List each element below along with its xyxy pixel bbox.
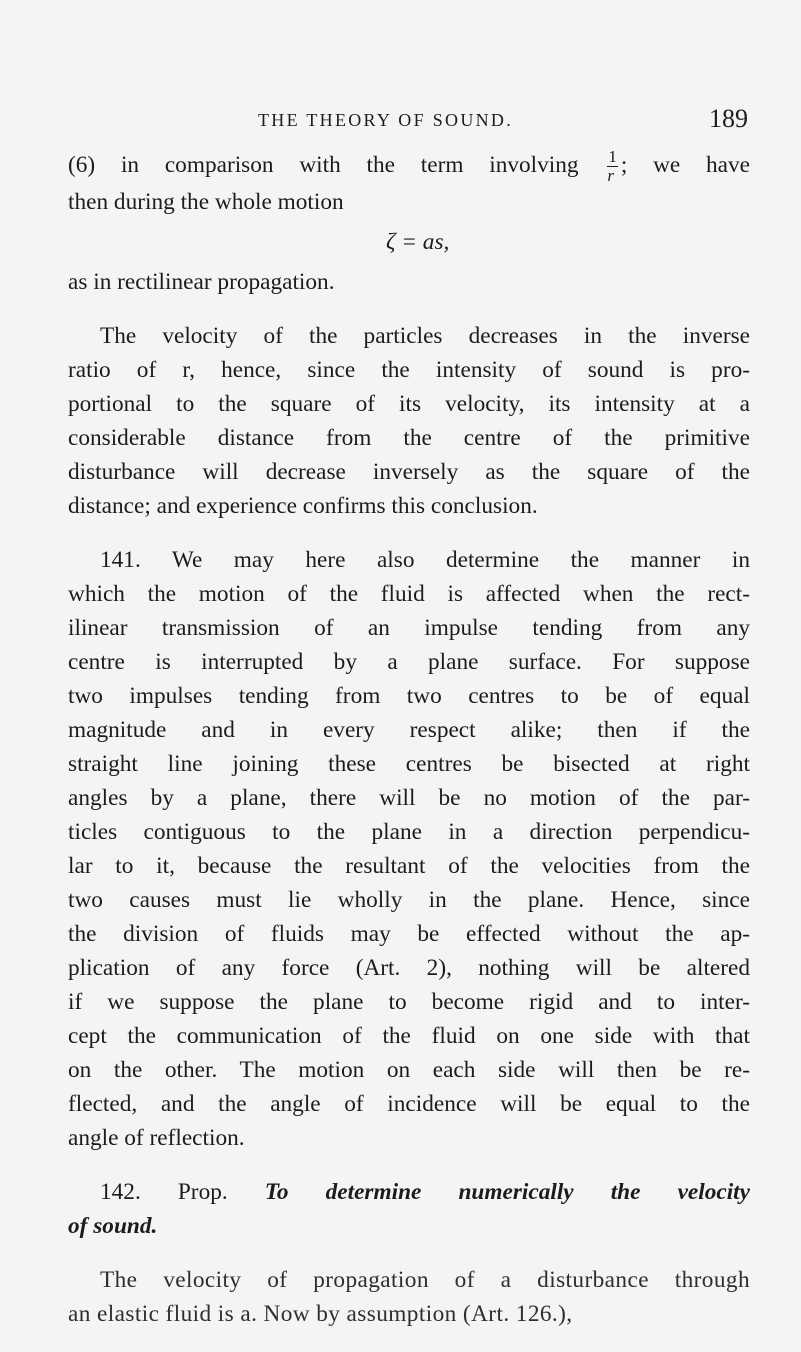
equation: ζ = as,	[386, 229, 450, 256]
fraction-denominator: r	[607, 166, 614, 186]
paragraph-141	[68, 543, 750, 1155]
text-line: ilinear transmission of an impulse tending from any	[68, 615, 750, 642]
proposition-title-continued: of sound.	[68, 1213, 158, 1240]
text-line: angles by a plane, there will be no motion of the par-	[68, 785, 750, 812]
text-line: The velocity of propagation of a disturbance through	[100, 1267, 750, 1294]
text-line: then during the whole motion	[68, 189, 344, 216]
text-line: angle of reflection.	[68, 1125, 245, 1152]
text-line: disturbance will decrease inversely as the square of the	[68, 459, 750, 486]
fraction-numerator: 1	[608, 147, 617, 167]
text-fragment: (6) in comparison with the term involving	[68, 152, 579, 178]
text-line: portional to the square of its velocity, its intensity at a	[68, 391, 750, 418]
text-line: centre is interrupted by a plane surface. For suppose	[68, 649, 750, 676]
text-line: cept the communication of the fluid on one side with that	[68, 1023, 750, 1050]
paragraph-intensity	[68, 319, 750, 523]
text-line: the division of fluids may be effected without the ap-	[68, 921, 750, 948]
text-line: straight line joining these centres be bisected at right	[68, 751, 750, 778]
text-line: an elastic fluid is a. Now by assumption (Art. 126.),	[68, 1301, 573, 1328]
text-line: The velocity of the particles decreases in the inverse	[100, 323, 750, 350]
text-line: if we suppose the plane to become rigid and to inter-	[68, 989, 750, 1016]
paragraph-velocity	[68, 1263, 750, 1331]
text-line: considerable distance from the centre of the primitive	[68, 425, 750, 452]
text-line: magnitude and in every respect alike; then if the	[68, 717, 750, 744]
text-line: which the motion of the fluid is affected when the rect-	[68, 581, 750, 608]
text-line: flected, and the angle of incidence will be equal to the	[68, 1091, 750, 1118]
text-line: 141. We may here also determine the manner in	[100, 547, 750, 574]
text-line: ratio of r, hence, since the intensity of sound is pro-	[68, 357, 750, 384]
text-line: lar to it, because the resultant of the velocities from the	[68, 853, 750, 880]
text-fragment: ; we have	[620, 152, 751, 178]
text-line: two impulses tending from two centres to be of equal	[68, 683, 750, 710]
paragraph-142-heading	[68, 1175, 750, 1243]
fraction-one-over-r	[607, 148, 618, 185]
page-body	[68, 148, 750, 1331]
running-title: THE THEORY OF SOUND.	[258, 110, 514, 130]
text-line: ticles contiguous to the plane in a direction perpendicu-	[68, 819, 750, 846]
page-number: 189	[709, 104, 748, 133]
text-line: two causes must lie wholly in the plane. Hence, since	[68, 887, 750, 914]
text-line	[68, 148, 750, 185]
paragraph-continuation	[68, 148, 750, 299]
text-line: as in rectilinear propagation.	[68, 269, 335, 296]
page-header	[68, 104, 748, 134]
text-line: distance; and experience confirms this conclusion.	[68, 493, 538, 520]
text-line: plication of any force (Art. 2), nothing will be altered	[68, 955, 750, 982]
proposition-title: To determine numerically the velocity	[264, 1179, 750, 1206]
proposition-number: 142. Prop.	[100, 1179, 228, 1206]
text-line	[68, 1175, 750, 1209]
text-line: on the other. The motion on each side will then be re-	[68, 1057, 750, 1084]
